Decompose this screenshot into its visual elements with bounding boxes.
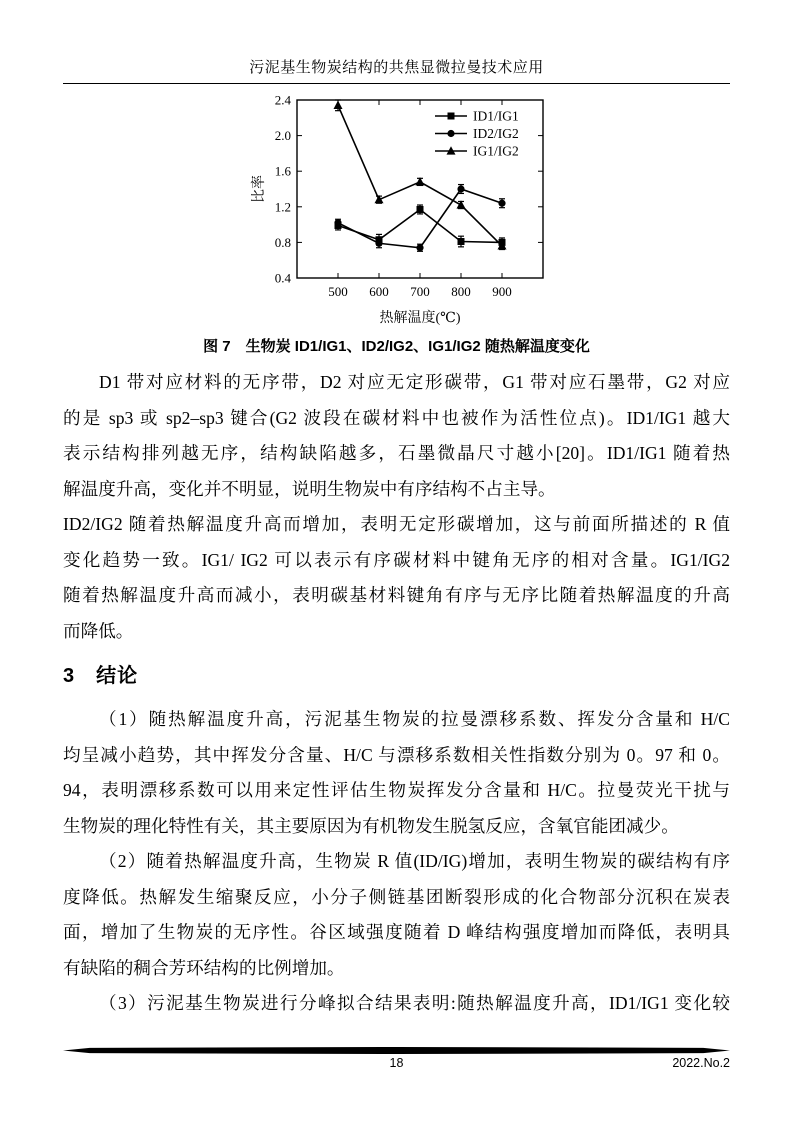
svg-text:700: 700 — [410, 284, 430, 299]
body-line: 均呈减小趋势，其中挥发分含量、H/C 与漂移系数相关性指数分别为 0。97 和 0。 — [63, 744, 730, 765]
body-line: ID2/IG2 随着热解温度升高而增加，表明无定形碳增加，这与前面所描述的 R 值 — [63, 514, 730, 534]
svg-text:2.0: 2.0 — [274, 128, 291, 144]
svg-text:ID1/IG1: ID1/IG1 — [473, 108, 519, 124]
body-line: 解温度升高，变化并不明显，说明生物炭中有序结构不占主导。 — [63, 478, 556, 499]
body-line: D1 带对应材料的无序带，D2 对应无定形碳带，G1 带对应石墨带，G2 对应 — [99, 372, 730, 392]
section-heading-conclusion: 3 结论 — [63, 665, 139, 687]
svg-text:0.8: 0.8 — [274, 234, 291, 250]
body-line: 表示结构排列越无序，结构缺陷越多，石墨微晶尺寸越小[20]。ID1/IG1 随着热 — [63, 443, 730, 463]
body-line: 94，表明漂移系数可以用来定性评估生物炭挥发分含量和 H/C。拉曼荧光干扰与 — [63, 780, 730, 800]
running-head-title: 污泥基生物炭结构的共焦显微拉曼技术应用 — [249, 60, 544, 76]
svg-text:1.6: 1.6 — [274, 163, 291, 179]
body-line: 生物炭的理化特性有关，其主要原因为有机物发生脱氢反应，含氧官能团减少。 — [63, 815, 679, 836]
svg-text:热解温度(℃): 热解温度(℃) — [379, 311, 461, 326]
line-chart — [250, 86, 575, 331]
svg-text:IG1/IG2: IG1/IG2 — [473, 143, 519, 159]
svg-text:800: 800 — [451, 284, 471, 299]
body-line: （1）随热解温度升高，污泥基生物炭的拉曼漂移系数、挥发分含量和 H/C — [99, 709, 730, 729]
body-line: 有缺陷的稠合芳环结构的比例增加。 — [63, 957, 345, 978]
svg-text:1.2: 1.2 — [274, 199, 291, 215]
svg-text:0.4: 0.4 — [274, 270, 291, 286]
svg-text:900: 900 — [492, 284, 512, 299]
svg-text:2.4: 2.4 — [274, 92, 291, 108]
footer-rule — [63, 1047, 730, 1054]
body-line: 随着热解温度升高而减小，表明碳基材料键角有序与无序比随着热解温度的升高 — [63, 585, 730, 605]
body-line: （2）随着热解温度升高，生物炭 R 值(ID/IG)增加，表明生物炭的碳结构有序 — [99, 851, 730, 871]
svg-text:比率: 比率 — [252, 175, 267, 203]
body-line: 面，增加了生物炭的无序性。谷区域强度随着 D 峰结构强度增加而降低，表明具 — [63, 922, 730, 942]
page-number: 18 — [389, 1056, 404, 1070]
figure-7-chart — [250, 86, 575, 331]
body-line: 变化趋势一致。IG1/ IG2 可以表示有序碳材料中键角无序的相对含量。IG1/IG2 — [63, 549, 730, 570]
svg-text:500: 500 — [328, 284, 348, 299]
figure-caption: 图 7 生物炭 ID1/IG1、ID2/IG2、IG1/IG2 随热解温度变化 — [203, 338, 590, 355]
svg-text:ID2/IG2: ID2/IG2 — [473, 126, 519, 141]
body-line: 而降低。 — [63, 620, 134, 641]
body-line: 度降低。热解发生缩聚反应，小分子侧链基团断裂形成的化合物部分沉积在炭表 — [63, 886, 730, 907]
header-rule — [63, 83, 730, 84]
body-text — [63, 365, 730, 1022]
body-line: 的是 sp3 或 sp2–sp3 键合(G2 波段在碳材料中也被作为活性位点)。ID1/IG1 越大 — [63, 407, 730, 428]
body-line: （3）污泥基生物炭进行分峰拟合结果表明:随热解温度升高，ID1/IG1 变化较 — [99, 993, 730, 1013]
svg-text:600: 600 — [369, 284, 389, 299]
issue-label: 2022.No.2 — [672, 1056, 730, 1070]
